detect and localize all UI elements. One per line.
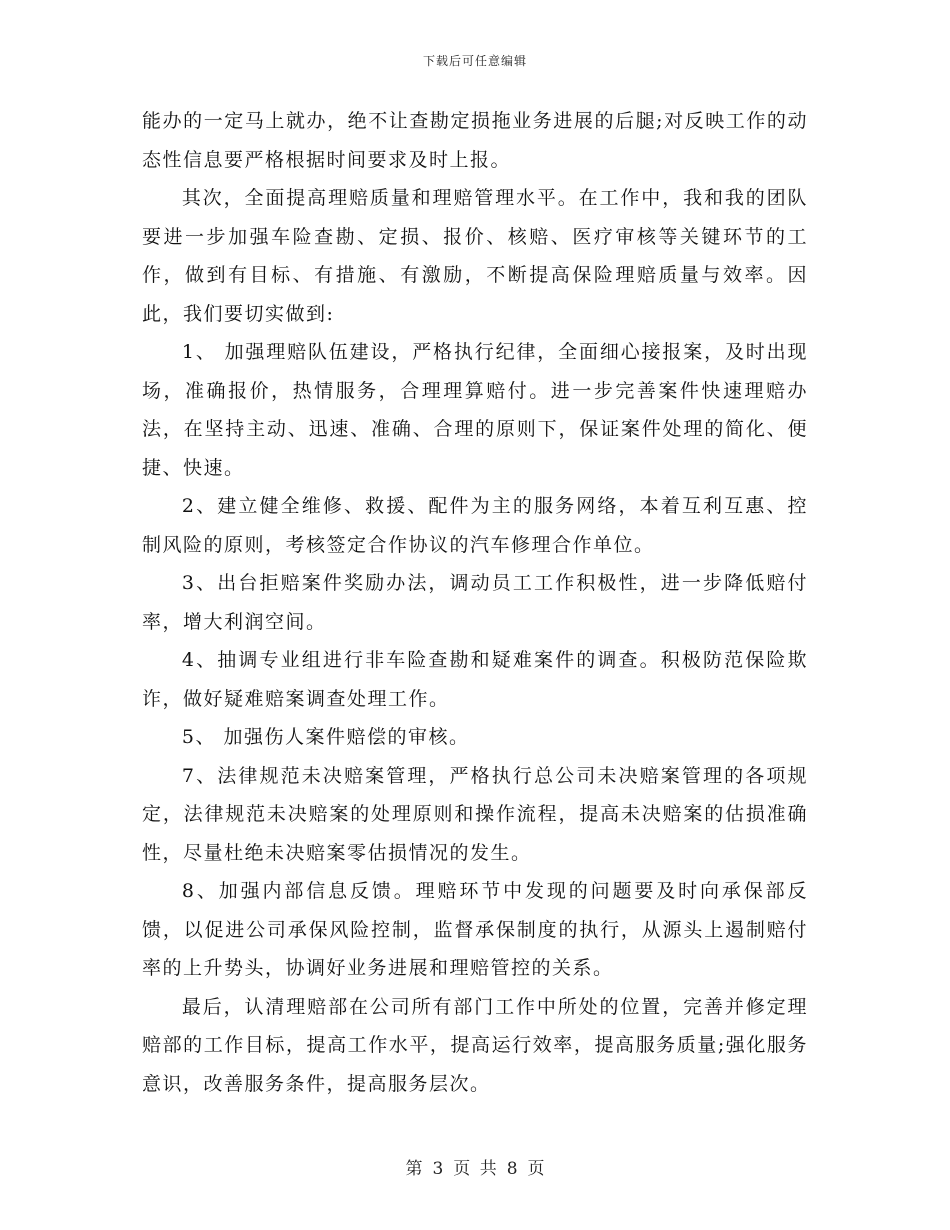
footer-prefix: 第	[405, 1159, 423, 1179]
footer-middle: 页 共	[453, 1159, 497, 1179]
paragraph-2: 其次，全面提高理赔质量和理赔管理水平。在工作中，我和我的团队要进一步加强车险查勘、定损、报价、核赔、医疗审核等关键环节的工作，做到有目标、有措施、有激励，不断提高保险理赔质量与效率。因此，我们要切实做到:	[142, 187, 808, 325]
paragraph-9: 8、加强内部信息反馈。理赔环节中发现的问题要及时向承保部反馈，以促进公司承保风险控制，监督承保制度的执行，从源头上遏制赔付率的上升势头，协调好业务进展和理赔管控的关系。	[142, 880, 808, 979]
paragraph-8: 7、法律规范未决赔案管理，严格执行总公司未决赔案管理的各项规定，法律规范未决赔案的处理原则和操作流程，提高未决赔案的估损准确性，尽量杜绝未决赔案零估损情况的发生。	[142, 764, 808, 864]
paragraph-3: 1、 加强理赔队伍建设，严格执行纪律，全面细心接报案，及时出现场，准确报价，热情服务，合理理算赔付。进一步完善案件快速理赔办法，在坚持主动、迅速、准确、合理的原则下，保证案件处理的简化、便捷、快速。	[142, 341, 808, 479]
document-body	[142, 102, 808, 1103]
footer-total-pages: 8	[506, 1159, 518, 1179]
paragraph-5: 3、出台拒赔案件奖励办法，调动员工工作积极性，进一步降低赔付率，增大利润空间。	[142, 572, 808, 633]
paragraph-6: 4、抽调专业组进行非车险查勘和疑难案件的调查。积极防范保险欺诈，做好疑难赔案调查处理工作。	[142, 649, 808, 710]
paragraph-4: 2、建立健全维修、救援、配件为主的服务网络，本着互利互惠、控制风险的原则，考核签定合作协议的汽车修理合作单位。	[142, 495, 808, 556]
page-footer	[0, 1154, 950, 1179]
paragraph-1: 能办的一定马上就办，绝不让查勘定损拖业务进展的后腿;对反映工作的动态性信息要严格根据时间要求及时上报。	[142, 110, 808, 171]
footer-suffix: 页	[527, 1159, 545, 1179]
paragraph-7: 5、 加强伤人案件赔偿的审核。	[181, 726, 470, 748]
page-header-note: 下载后可任意编辑	[422, 54, 527, 68]
paragraph-10: 最后，认清理赔部在公司所有部门工作中所处的位置，完善并修定理赔部的工作目标，提高工作水平，提高运行效率，提高服务质量;强化服务意识，改善服务条件，提高服务层次。	[142, 995, 808, 1095]
footer-current-page: 3	[432, 1159, 444, 1179]
